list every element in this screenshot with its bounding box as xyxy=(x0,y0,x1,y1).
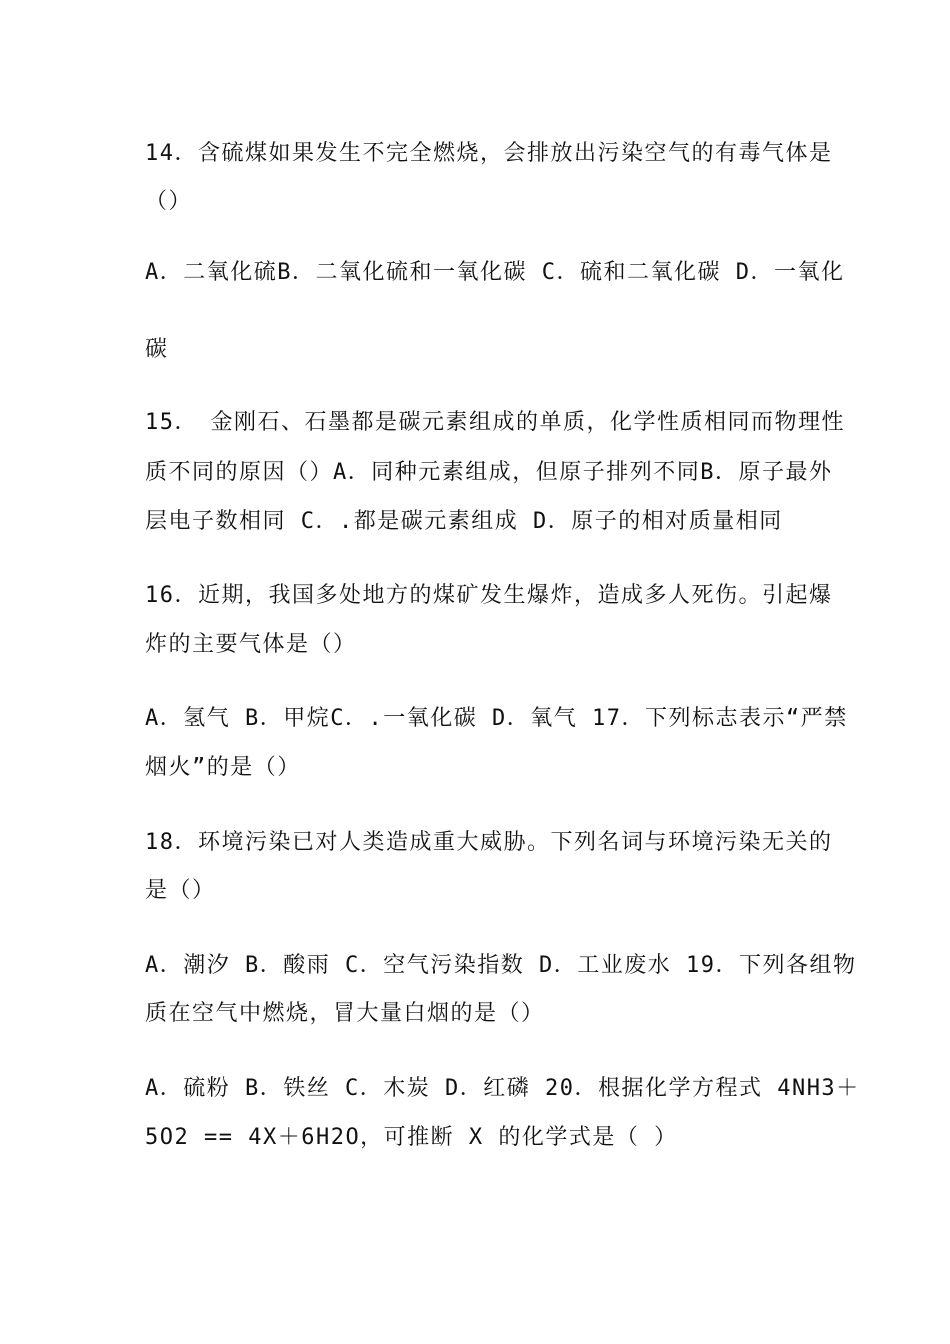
text-line: 14．含硫煤如果发生不完全燃烧，会排放出污染空气的有毒气体是 xyxy=(145,141,833,166)
text-line: 16．近期，我国多处地方的煤矿发生爆炸，造成多人死伤。引起爆 xyxy=(145,583,833,608)
text-line: 18．环境污染已对人类造成重大威胁。下列名词与环境污染无关的 xyxy=(145,830,833,855)
text-line: 5O2 == 4X＋6H2O，可推断 X 的化学式是（ ） xyxy=(145,1125,678,1150)
text-line: 层电子数相同 C．.都是碳元素组成 D．原子的相对质量相同 xyxy=(145,509,783,534)
text-line: （） xyxy=(145,189,193,214)
text-line: 15． 金刚石、石墨都是碳元素组成的单质，化学性质相同而物理性 xyxy=(145,410,845,435)
text-line: A．氢气 B．甲烷C．.一氧化碳 D．氧气 17．下列标志表示“严禁 xyxy=(145,706,848,731)
text-line: 碳 xyxy=(145,337,169,362)
text-line: 烟火”的是（） xyxy=(145,755,301,780)
text-line: A．二氧化硫B．二氧化硫和一氧化碳 C．硫和二氧化碳 D．一氧化 xyxy=(145,260,845,285)
text-line: 炸的主要气体是（） xyxy=(145,632,357,657)
text-line: 质在空气中燃烧，冒大量白烟的是（） xyxy=(145,1001,545,1026)
text-line: A．潮汐 B．酸雨 C．空气污染指数 D．工业废水 19．下列各组物 xyxy=(145,953,857,978)
text-line: 质不同的原因（）A．同种元素组成，但原子排列不同B．原子最外 xyxy=(145,460,833,485)
text-line: A．硫粉 B．铁丝 C．木炭 D．红磷 20．根据化学方程式 4NH3＋ xyxy=(145,1076,860,1101)
text-line: 是（） xyxy=(145,878,216,903)
